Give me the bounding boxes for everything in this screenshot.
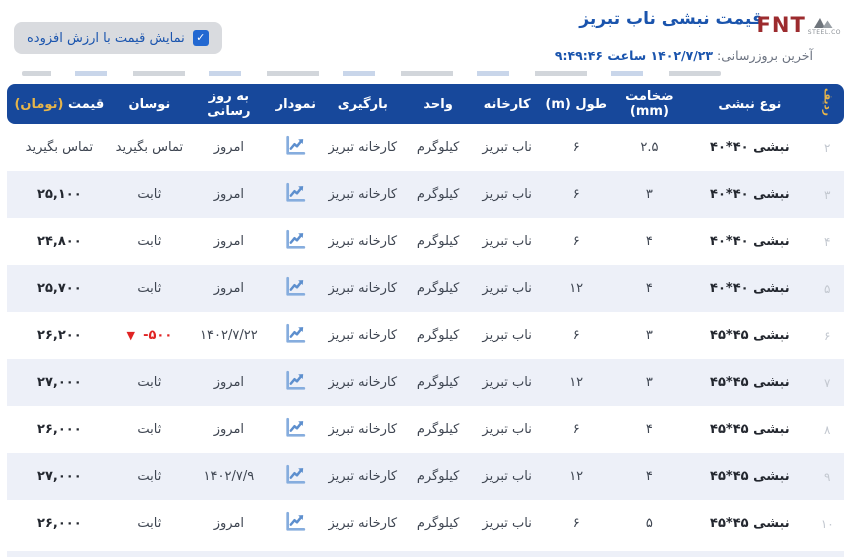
change-value: ثابت — [112, 171, 187, 218]
vat-toggle[interactable] — [14, 22, 222, 54]
change-value: ثابت — [137, 422, 162, 437]
updated-value: امروز — [213, 422, 245, 437]
checkbox-checked-icon[interactable]: ✓ — [193, 30, 209, 46]
loading-value: کارخانه تبریز — [321, 359, 405, 406]
logo-text: FNT — [756, 13, 806, 37]
loading-value: کارخانه تبریز — [321, 453, 405, 500]
change-value: ثابت — [112, 453, 187, 500]
length-value: ۶ — [572, 516, 580, 531]
thickness-value: ۳ — [645, 328, 653, 343]
factory-value: ناب تبریز — [482, 328, 532, 343]
change-value: ثابت — [137, 516, 162, 531]
chart-cell — [271, 312, 321, 359]
length-value: ۶ — [543, 171, 610, 218]
length-value: ۱۲ — [543, 453, 610, 500]
unit-value: کیلوگرم — [416, 516, 460, 531]
product-type: نبشی ۴۰*۴۰ — [710, 140, 790, 155]
site-logo — [757, 15, 841, 36]
header-price: قیمت (تومان) — [7, 84, 112, 124]
price-drop-icon: ▼ — [126, 329, 135, 342]
table-row — [7, 453, 844, 500]
chart-icon[interactable] — [283, 368, 308, 393]
unit-value: کیلوگرم — [416, 422, 460, 437]
updated-value: امروز — [187, 171, 271, 218]
updated-value: امروز — [213, 516, 245, 531]
chart-cell — [271, 171, 321, 218]
thickness-value: ۴ — [645, 422, 653, 437]
thickness-value: ۳ — [610, 359, 690, 406]
price-table-header — [7, 84, 844, 124]
table-row — [7, 218, 844, 265]
chart-icon[interactable] — [283, 180, 308, 205]
product-type: نبشی ۴۵*۴۵ — [710, 422, 790, 437]
unit-value: کیلوگرم — [416, 234, 460, 249]
factory-value: ناب تبریز — [472, 453, 543, 500]
top-bar — [0, 0, 851, 84]
last-update-value: ۱۴۰۲/۷/۲۳ ساعت ۹:۴۹:۴۶ — [554, 48, 714, 63]
change-value: ثابت — [112, 265, 187, 312]
change-value: ثابت — [112, 359, 187, 406]
price-value: ۲۶,۰۰۰ — [37, 516, 82, 531]
chart-cell — [271, 265, 321, 312]
updated-value: امروز — [187, 359, 271, 406]
chart-icon[interactable] — [283, 133, 308, 158]
chart-icon[interactable] — [283, 415, 308, 440]
table-row — [7, 359, 844, 406]
unit-value: کیلوگرم — [405, 359, 472, 406]
length-value: ۱۲ — [543, 359, 610, 406]
logo-subtext: STEEL.CO — [807, 29, 841, 36]
row-index: ۱۰ — [820, 516, 834, 531]
loading-value: کارخانه تبریز — [321, 265, 405, 312]
product-type: نبشی ۴۵*۴۵ — [689, 359, 810, 406]
table-row — [7, 124, 844, 171]
chart-cell — [271, 453, 321, 500]
updated-value: ۱۴۰۲/۷/۹ — [187, 453, 271, 500]
unit-value: کیلوگرم — [405, 171, 472, 218]
table-row — [7, 312, 844, 359]
chart-icon[interactable] — [283, 227, 308, 252]
row-index: ۲ — [824, 140, 831, 155]
loading-value: کارخانه تبریز — [328, 234, 398, 249]
last-update-label: آخرین بروزرسانی: — [717, 48, 813, 63]
page-title: قیمت نبشی ناب تبریز — [579, 9, 763, 29]
row-index: ۵ — [811, 265, 844, 312]
updated-value: امروز — [213, 140, 245, 155]
length-value: ۶ — [572, 234, 580, 249]
unit-value: کیلوگرم — [405, 265, 472, 312]
loading-value: کارخانه تبریز — [328, 516, 398, 531]
updated-value: ۱۴۰۲/۷/۲۲ — [200, 328, 258, 343]
factory-value: ناب تبریز — [472, 359, 543, 406]
factory-value: ناب تبریز — [482, 140, 532, 155]
factory-value: ناب تبریز — [482, 422, 532, 437]
thickness-value: ۴ — [645, 234, 653, 249]
chart-cell — [271, 359, 321, 406]
product-type: نبشی ۴۰*۴۰ — [689, 265, 810, 312]
row-index: ۴ — [824, 234, 831, 249]
price-unit-label: (تومان) — [14, 96, 64, 112]
loading-value: کارخانه تبریز — [321, 171, 405, 218]
header-updated: به روز رسانی — [187, 84, 271, 124]
header-thickness: ضخامت (mm) — [610, 84, 690, 124]
price-value: ۲۶,۲۰۰ — [37, 328, 82, 343]
thickness-value: ۴ — [610, 265, 690, 312]
product-type: نبشی ۴۵*۴۵ — [710, 516, 790, 531]
chart-cell — [271, 406, 321, 453]
row-index: ۸ — [824, 422, 831, 437]
header-chart: نمودار — [271, 84, 321, 124]
length-value: ۶ — [572, 328, 580, 343]
length-value: ۶ — [572, 422, 580, 437]
factory-value: ناب تبریز — [472, 171, 543, 218]
header-factory: کارخانه — [472, 84, 543, 124]
factory-value: ناب تبریز — [472, 265, 543, 312]
thickness-value: ۵ — [645, 516, 653, 531]
updated-value: امروز — [187, 265, 271, 312]
header-length: طول (m) — [543, 84, 610, 124]
last-update — [555, 48, 813, 63]
product-type: نبشی ۴۰*۴۰ — [710, 234, 790, 249]
chart-cell — [271, 500, 321, 547]
table-row — [7, 265, 844, 312]
price-table — [7, 84, 844, 547]
row-index: ۶ — [824, 328, 831, 343]
mountain-icon — [812, 16, 836, 29]
loading-value: کارخانه تبریز — [328, 328, 398, 343]
chart-cell — [271, 218, 321, 265]
loading-value: کارخانه تبریز — [328, 422, 398, 437]
table-row — [7, 500, 844, 547]
price-value: ۲۵,۱۰۰ — [7, 171, 112, 218]
vat-toggle-label: نمایش قیمت با ارزش افزوده — [27, 30, 185, 46]
header-change: نوسان — [112, 84, 187, 124]
clipped-text-row — [22, 71, 721, 76]
change-value: ثابت — [137, 234, 162, 249]
loading-value: کارخانه تبریز — [328, 140, 398, 155]
price-value: ۲۴,۸۰۰ — [37, 234, 82, 249]
table-row — [7, 406, 844, 453]
header-type: نوع نبشی — [689, 84, 810, 124]
thickness-value: ۴ — [610, 453, 690, 500]
chart-icon[interactable] — [283, 462, 308, 487]
factory-value: ناب تبریز — [482, 516, 532, 531]
price-value: ۲۷,۰۰۰ — [7, 359, 112, 406]
thickness-value: ۳ — [610, 171, 690, 218]
price-value: تماس بگیرید — [25, 140, 94, 155]
product-type: نبشی ۴۵*۴۵ — [689, 453, 810, 500]
price-value: ۲۷,۰۰۰ — [7, 453, 112, 500]
header-loading: بارگیری — [321, 84, 405, 124]
chart-icon[interactable] — [283, 509, 308, 534]
factory-value: ناب تبریز — [482, 234, 532, 249]
product-type: نبشی ۴۰*۴۰ — [689, 171, 810, 218]
chart-icon[interactable] — [283, 274, 308, 299]
product-type: نبشی ۴۵*۴۵ — [710, 328, 790, 343]
price-value: ۲۶,۰۰۰ — [37, 422, 82, 437]
row-index: ۹ — [811, 453, 844, 500]
price-table-container — [7, 84, 844, 547]
chart-icon[interactable] — [283, 321, 308, 346]
unit-value: کیلوگرم — [405, 453, 472, 500]
table-row — [7, 171, 844, 218]
unit-value: کیلوگرم — [416, 140, 460, 155]
change-value: -۵۰۰ ▼ — [126, 328, 173, 343]
thickness-value: ۲.۵ — [640, 140, 659, 155]
chart-cell — [271, 124, 321, 171]
price-value: ۲۵,۷۰۰ — [7, 265, 112, 312]
updated-value: امروز — [213, 234, 245, 249]
length-value: ۱۲ — [543, 265, 610, 312]
row-index: ۷ — [811, 359, 844, 406]
next-row-sliver — [7, 551, 844, 557]
length-value: ۶ — [572, 140, 580, 155]
price-table-body — [7, 124, 844, 547]
header-unit: واحد — [405, 84, 472, 124]
header-row-index: ردیف — [811, 84, 844, 124]
row-index: ۳ — [811, 171, 844, 218]
unit-value: کیلوگرم — [416, 328, 460, 343]
change-value: تماس بگیرید — [115, 140, 184, 155]
